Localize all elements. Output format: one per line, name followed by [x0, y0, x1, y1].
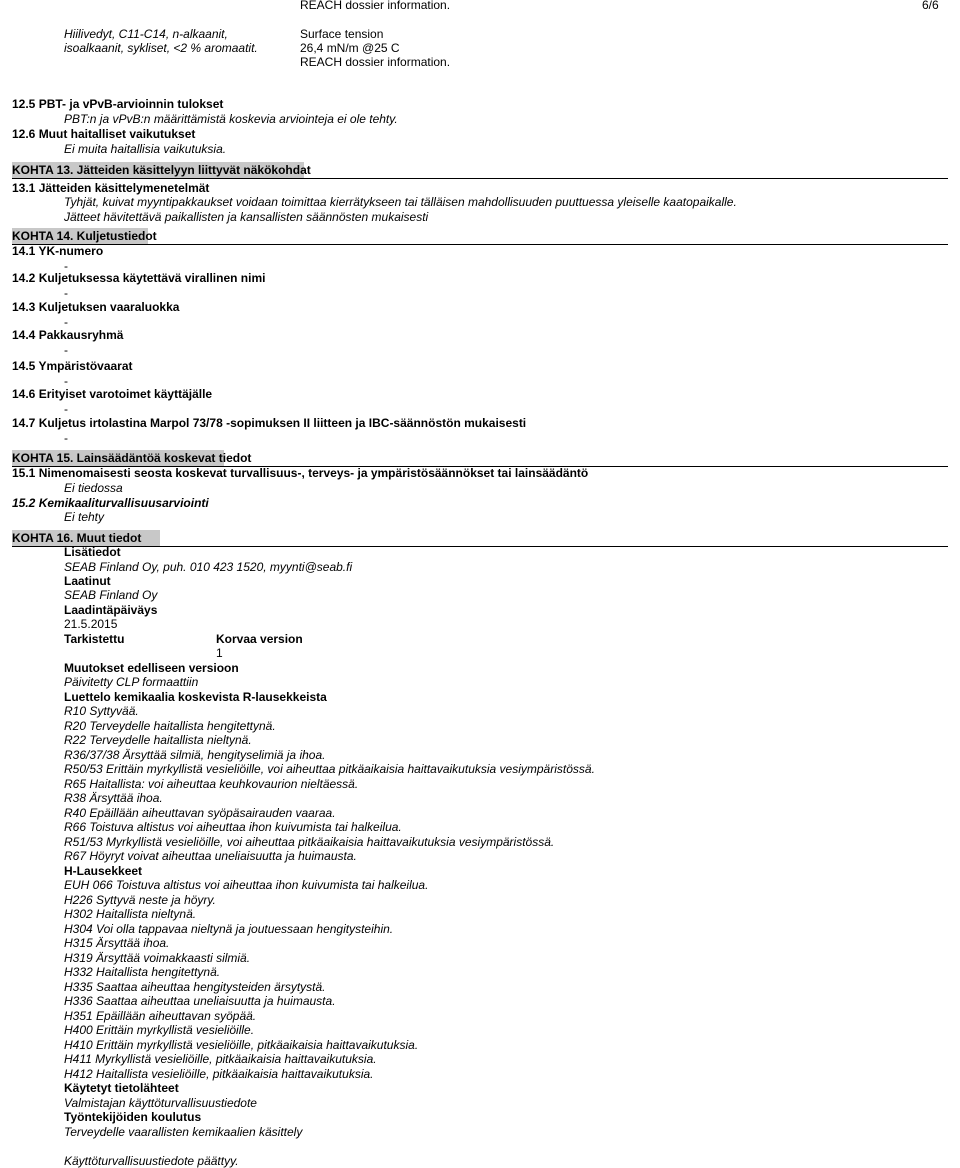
korvaa-version-label: Korvaa version [216, 632, 303, 646]
r-phrase: R20 Terveydelle haitallista hengitettynä. [64, 719, 276, 733]
transport-item-label: 14.3 Kuljetuksen vaaraluokka [12, 300, 180, 314]
training-label: Työntekijöiden koulutus [64, 1110, 202, 1124]
laatinut-text: SEAB Finland Oy [64, 588, 158, 602]
transport-item-value: - [64, 315, 68, 329]
h-phrase: H411 Myrkyllistä vesieliöille, pitkäaikaisia haittavaikutuksia. [64, 1052, 377, 1066]
h-phrase: H336 Saattaa aiheuttaa uneliaisuutta ja huimausta. [64, 994, 336, 1008]
product-name-line2: isoalkaanit, sykliset, <2 % aromaatit. [64, 41, 258, 55]
subheading-12-5: 12.5 PBT- ja vPvB-arvioinnin tulokset [12, 97, 224, 111]
section-13-rule [12, 178, 948, 179]
muutokset-label: Muutokset edelliseen versioon [64, 661, 239, 675]
transport-item-label: 14.5 Ympäristövaarat [12, 359, 133, 373]
h-phrase: H412 Haitallista vesieliöille, pitkäaikaisia haittavaikutuksia. [64, 1067, 374, 1081]
sources-label: Käytetyt tietolähteet [64, 1081, 179, 1095]
section-13-heading: KOHTA 13. Jätteiden käsittelyyn liittyvät näkökohdat [12, 163, 311, 177]
transport-item-label: 14.2 Kuljetuksessa käytettävä virallinen nimi [12, 271, 266, 285]
r-phrase: R67 Höyryt voivat aiheuttaa uneliaisuutta ja huimausta. [64, 849, 357, 863]
transport-item-label: 14.6 Erityiset varotoimet käyttäjälle [12, 387, 213, 401]
paivays-value: 21.5.2015 [64, 617, 118, 631]
transport-item-value: - [64, 259, 68, 273]
h-phrase: H302 Haitallista nieltynä. [64, 907, 197, 921]
h-phrase: H410 Erittäin myrkyllistä vesieliöille, pitkäaikaisia haittavaikutuksia. [64, 1038, 419, 1052]
korvaa-version-value: 1 [216, 646, 223, 660]
r-phrase: R50/53 Erittäin myrkyllistä vesieliöille, voi aiheuttaa pitkäaikaisia haittavaikutuksia vesiympäristössä. [64, 762, 595, 776]
r-phrases-label: Luettelo kemikaalia koskevista R-lausekkeista [64, 690, 327, 704]
subheading-15-1: 15.1 Nimenomaisesti seosta koskevat turvallisuus-, terveys- ja ympäristösäännökset tai lainsäädäntö [12, 466, 589, 480]
page-number: 6/6 [922, 0, 939, 12]
surface-tension-value: 26,4 mN/m @25 C [300, 41, 400, 55]
h-phrase: H226 Syttyvä neste ja höyry. [64, 893, 216, 907]
transport-item-value: - [64, 402, 68, 416]
h-phrases-label: H-Lausekkeet [64, 864, 143, 878]
sources-text: Valmistajan käyttöturvallisuustiedote [64, 1096, 257, 1110]
text-12-5: PBT:n ja vPvB:n määrittämistä koskevia arviointeja ei ole tehty. [64, 112, 398, 126]
transport-item-label: 14.4 Pakkausryhmä [12, 328, 124, 342]
muutokset-text: Päivitetty CLP formaattiin [64, 675, 199, 689]
paivays-label: Laadintäpäiväys [64, 603, 158, 617]
subheading-13-1: 13.1 Jätteiden käsittelymenetelmät [12, 181, 210, 195]
r-phrase: R51/53 Myrkyllistä vesieliöille, voi aiheuttaa pitkäaikaisia haittavaikutuksia vesiympäristössä. [64, 835, 555, 849]
section-16-heading: KOHTA 16. Muut tiedot [12, 531, 142, 545]
text-12-6: Ei muita haitallisia vaikutuksia. [64, 142, 227, 156]
r-phrase: R22 Terveydelle haitallista nieltynä. [64, 733, 252, 747]
product-name-line1: Hiilivedyt, C11-C14, n-alkaanit, [64, 27, 228, 41]
training-text: Terveydelle vaarallisten kemikaalien käsittely [64, 1125, 303, 1139]
section-14-rule [12, 244, 948, 245]
surface-tension-label: Surface tension [300, 27, 384, 41]
text-15-2: Ei tehty [64, 510, 105, 524]
header-title: REACH dossier information. [300, 0, 451, 12]
text-15-1: Ei tiedossa [64, 481, 123, 495]
subheading-12-6: 12.6 Muut haitalliset vaikutukset [12, 127, 196, 141]
h-phrase: H315 Ärsyttää ihoa. [64, 936, 170, 950]
h-phrase: H319 Ärsyttää voimakkaasti silmiä. [64, 951, 251, 965]
subheading-15-2: 15.2 Kemikaaliturvallisuusarviointi [12, 496, 209, 510]
surface-tension-source: REACH dossier information. [300, 55, 451, 69]
section-16-rule [12, 546, 948, 547]
r-phrase: R38 Ärsyttää ihoa. [64, 791, 163, 805]
transport-item-value: - [64, 374, 68, 388]
h-phrase: H332 Haitallista hengitettynä. [64, 965, 221, 979]
h-phrase: H335 Saattaa aiheuttaa hengitysteiden ärsytystä. [64, 980, 326, 994]
tarkistettu-label: Tarkistettu [64, 632, 125, 646]
footer-text: Käyttöturvallisuustiedote päättyy. [64, 1154, 239, 1168]
h-phrase: EUH 066 Toistuva altistus voi aiheuttaa ihon kuivumista tai halkeilua. [64, 878, 429, 892]
text-13-1-b: Jätteet hävitettävä paikallisten ja kansallisten säännösten mukaisesti [64, 210, 429, 224]
transport-item-value: - [64, 286, 68, 300]
r-phrase: R10 Syttyvää. [64, 704, 139, 718]
section-15-heading: KOHTA 15. Lainsäädäntöä koskevat tiedot [12, 451, 252, 465]
transport-item-value: - [64, 431, 68, 445]
lisatiedot-text: SEAB Finland Oy, puh. 010 423 1520, myynti@seab.fi [64, 560, 353, 574]
transport-item-label: 14.7 Kuljetus irtolastina Marpol 73/78 -sopimuksen II liitteen ja IBC-säännöstön mukaisesti [12, 416, 527, 430]
text-13-1-a: Tyhjät, kuivat myyntipakkaukset voidaan toimittaa kierrätykseen tai tälläisen mahdollisuuden puuttuessa yleiselle kaatopaikalle. [64, 195, 737, 209]
r-phrase: R36/37/38 Ärsyttää silmiä, hengityselimiä ja ihoa. [64, 748, 326, 762]
transport-item-label: 14.1 YK-numero [12, 244, 104, 258]
h-phrase: H304 Voi olla tappavaa nieltynä ja joutuessaan hengitysteihin. [64, 922, 394, 936]
r-phrase: R66 Toistuva altistus voi aiheuttaa ihon kuivumista tai halkeilua. [64, 820, 402, 834]
section-14-heading: KOHTA 14. Kuljetustiedot [12, 229, 157, 243]
laatinut-label: Laatinut [64, 574, 111, 588]
h-phrase: H400 Erittäin myrkyllistä vesieliöille. [64, 1023, 255, 1037]
r-phrase: R40 Epäillään aiheuttavan syöpäsairauden vaaraa. [64, 806, 336, 820]
lisatiedot-label: Lisätiedot [64, 545, 121, 559]
r-phrase: R65 Haitallista: voi aiheuttaa keuhkovaurion nieltäessä. [64, 777, 359, 791]
transport-item-value: - [64, 343, 68, 357]
h-phrase: H351 Epäillään aiheuttavan syöpää. [64, 1009, 257, 1023]
